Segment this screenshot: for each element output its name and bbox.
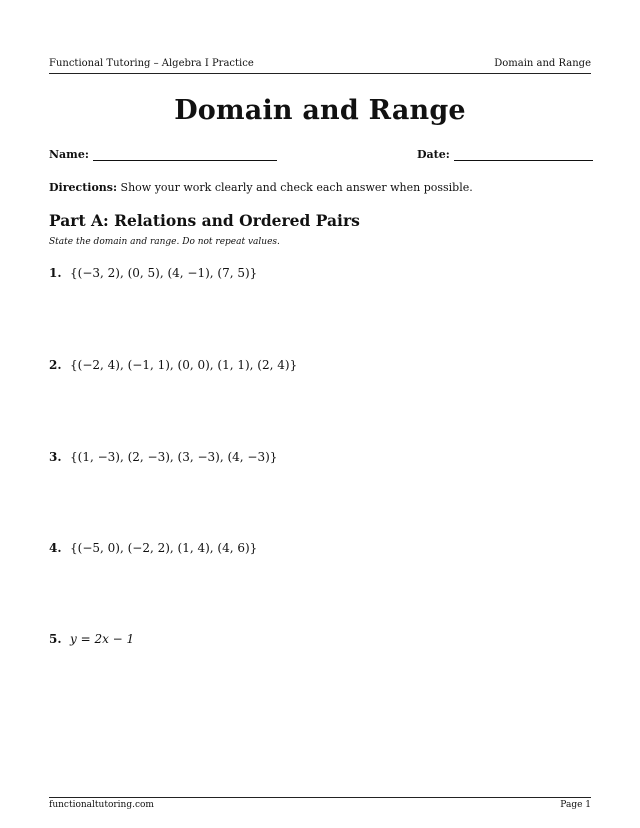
problem-1: [49, 266, 257, 280]
header-right-text: Domain and Range: [494, 58, 591, 69]
page-footer: [49, 797, 591, 810]
part-a-subtitle: State the domain and range. Do not repeat values.: [49, 237, 280, 247]
page-header: [49, 58, 591, 74]
problem-3: [49, 450, 277, 464]
problem-2: [49, 358, 297, 372]
problem-expression: {(−3, 2), (0, 5), (4, −1), (7, 5)}: [70, 266, 258, 280]
directions: [49, 181, 473, 194]
part-a-title: Part A: Relations and Ordered Pairs: [49, 211, 360, 230]
problem-expression: y = 2x − 1: [70, 632, 135, 646]
problem-expression: {(−5, 0), (−2, 2), (1, 4), (4, 6)}: [70, 541, 258, 555]
date-blank-line[interactable]: [454, 149, 593, 161]
problem-expression: {(−2, 4), (−1, 1), (0, 0), (1, 1), (2, 4)}: [70, 358, 298, 372]
date-field[interactable]: [417, 148, 593, 161]
page-title: Domain and Range: [174, 95, 466, 126]
problem-number: 4.: [49, 541, 62, 555]
problem-number: 3.: [49, 450, 62, 464]
directions-text: Show your work clearly and check each answer when possible.: [117, 181, 473, 194]
date-label: Date:: [417, 148, 450, 161]
header-left-text: Functional Tutoring – Algebra I Practice: [49, 58, 254, 69]
footer-page-number: Page 1: [560, 800, 591, 810]
footer-website: functionaltutoring.com: [49, 800, 154, 810]
problem-number: 5.: [49, 632, 62, 646]
name-field[interactable]: [49, 148, 277, 161]
problem-4: [49, 541, 257, 555]
directions-label: Directions:: [49, 181, 118, 194]
problem-number: 2.: [49, 358, 62, 372]
problem-number: 1.: [49, 266, 62, 280]
name-blank-line[interactable]: [93, 149, 277, 161]
problem-5: [49, 632, 134, 646]
name-label: Name:: [49, 148, 89, 161]
problem-expression: {(1, −3), (2, −3), (3, −3), (4, −3)}: [70, 450, 278, 464]
